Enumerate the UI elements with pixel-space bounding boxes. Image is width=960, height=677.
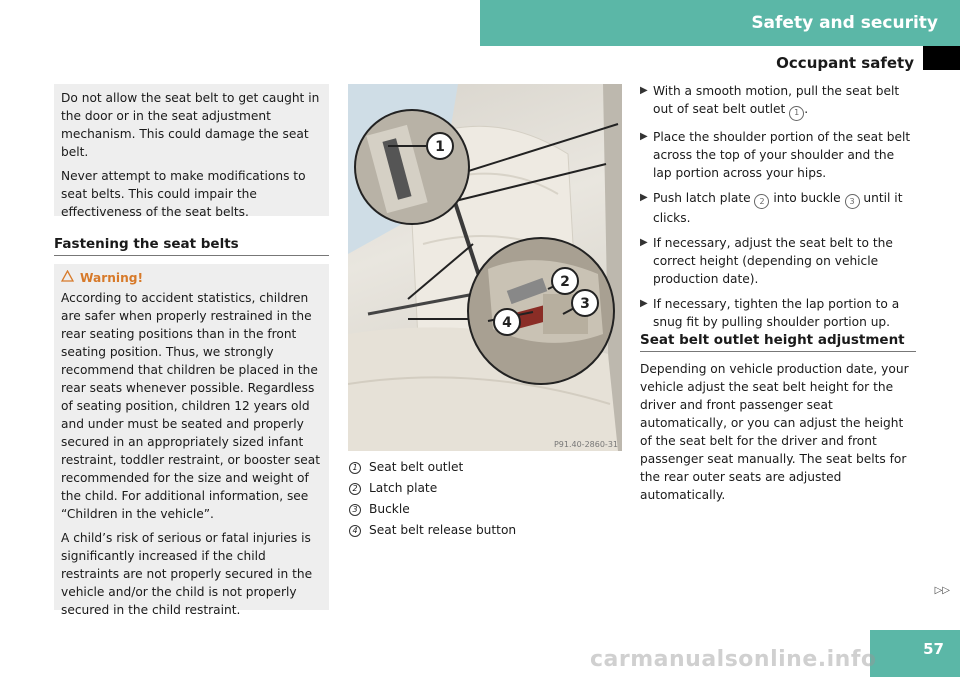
ref-number: 3 [845, 194, 860, 209]
warning-title: Warning! [80, 271, 144, 285]
figure-legend [349, 457, 516, 541]
legend-item [349, 478, 516, 499]
step-text: into buckle [769, 190, 845, 205]
step-arrow-icon: ▶ [640, 298, 648, 309]
legend-number: 4 [349, 525, 361, 537]
step-text: If necessary, tighten the lap portion to a snug fit by pulling shoulder portion up. [653, 297, 900, 329]
watermark: carmanualsonline.info [590, 647, 877, 672]
step-item [640, 295, 916, 331]
section-heading-fastening: Fastening the seat belts [54, 236, 329, 256]
svg-text:1: 1 [435, 139, 445, 155]
legend-number: 3 [349, 504, 361, 516]
legend-number: 2 [349, 483, 361, 495]
step-text: Push latch plate [653, 190, 755, 205]
legend-label: Latch plate [369, 481, 438, 495]
svg-text:4: 4 [502, 315, 512, 331]
step-arrow-icon: ▶ [640, 85, 648, 96]
step-text: Place the shoulder portion of the seat belt across the top of your shoulder and the lap portion across your hips. [653, 129, 911, 180]
step-item [640, 234, 916, 288]
ref-number: 2 [754, 194, 769, 209]
step-item [640, 128, 916, 182]
step-text: until it clicks. [653, 190, 903, 225]
warning-box [54, 264, 329, 617]
legend-item [349, 499, 516, 520]
height-adjustment-text: Depending on vehicle production date, your vehicle adjust the seat belt height for the driver and front passenger seat automatically, or you can adjust the height of the seat belt for the driver and front passenger seat manually. The seat belts for the rear outer seats are adjusted automatically. [640, 362, 909, 502]
legend-number: 1 [349, 462, 361, 474]
note-paragraph-2: Never attempt to make modifications to seat belts. This could impair the effectiveness of the seat belts. [61, 169, 306, 219]
ref-number: 1 [789, 106, 804, 121]
warning-paragraph-2: A child’s risk of serious or fatal injuries is significantly increased if the child restraints are not properly secured in the vehicle and/or the child is not properly secured in the child restraint. [61, 531, 313, 617]
page-number: 57 [870, 630, 960, 677]
step-text: . [804, 102, 809, 116]
section-heading-height-adjustment: Seat belt outlet height adjustment [640, 332, 916, 352]
note-paragraph-1: Do not allow the seat belt to get caught in the door or in the seat adjustment mechanism. This could damage the seat belt. [61, 91, 320, 159]
legend-item [349, 457, 516, 478]
section-header-tab [480, 0, 960, 46]
svg-text:3: 3 [580, 296, 590, 312]
step-item [640, 189, 916, 228]
warning-triangle-icon [61, 269, 74, 287]
svg-text:2: 2 [560, 274, 570, 290]
section-title-label: Safety and security [751, 13, 938, 33]
figure-code: P91.40-2860-31 [553, 440, 618, 449]
legend-label: Seat belt release button [369, 523, 517, 537]
legend-item [349, 520, 516, 541]
seat-belt-photo [348, 84, 622, 451]
header-marker [923, 46, 960, 70]
warning-paragraph-1: According to accident statistics, children are safer when properly restrained in the rear seating positions than in the front seating position. Thus, we strongly recommend that children be placed in the rear seats whenever possible. Regardless of seating position, children 12 years old and under must be seated and properly secured in an appropriately sized infant restraint, toddler restraint, or booster seat recommended for the size and weight of the child. For additional information, see “Children in the vehicle”. [61, 291, 321, 521]
step-item [640, 82, 916, 121]
step-text: If necessary, adjust the seat belt to the correct height (depending on vehicle production date). [653, 236, 893, 286]
legend-label: Seat belt outlet [369, 460, 464, 474]
continue-arrows-icon: ▷▷ [934, 585, 950, 596]
legend-label: Buckle [369, 502, 410, 516]
step-arrow-icon: ▶ [640, 130, 648, 142]
instruction-steps [640, 82, 916, 338]
subsection-title: Occupant safety [776, 54, 914, 72]
note-box [54, 84, 329, 219]
step-text: With a smooth motion, pull the seat belt out of seat belt outlet [653, 84, 900, 116]
warning-header [61, 269, 322, 287]
step-arrow-icon: ▶ [640, 191, 648, 203]
step-arrow-icon: ▶ [640, 237, 648, 248]
